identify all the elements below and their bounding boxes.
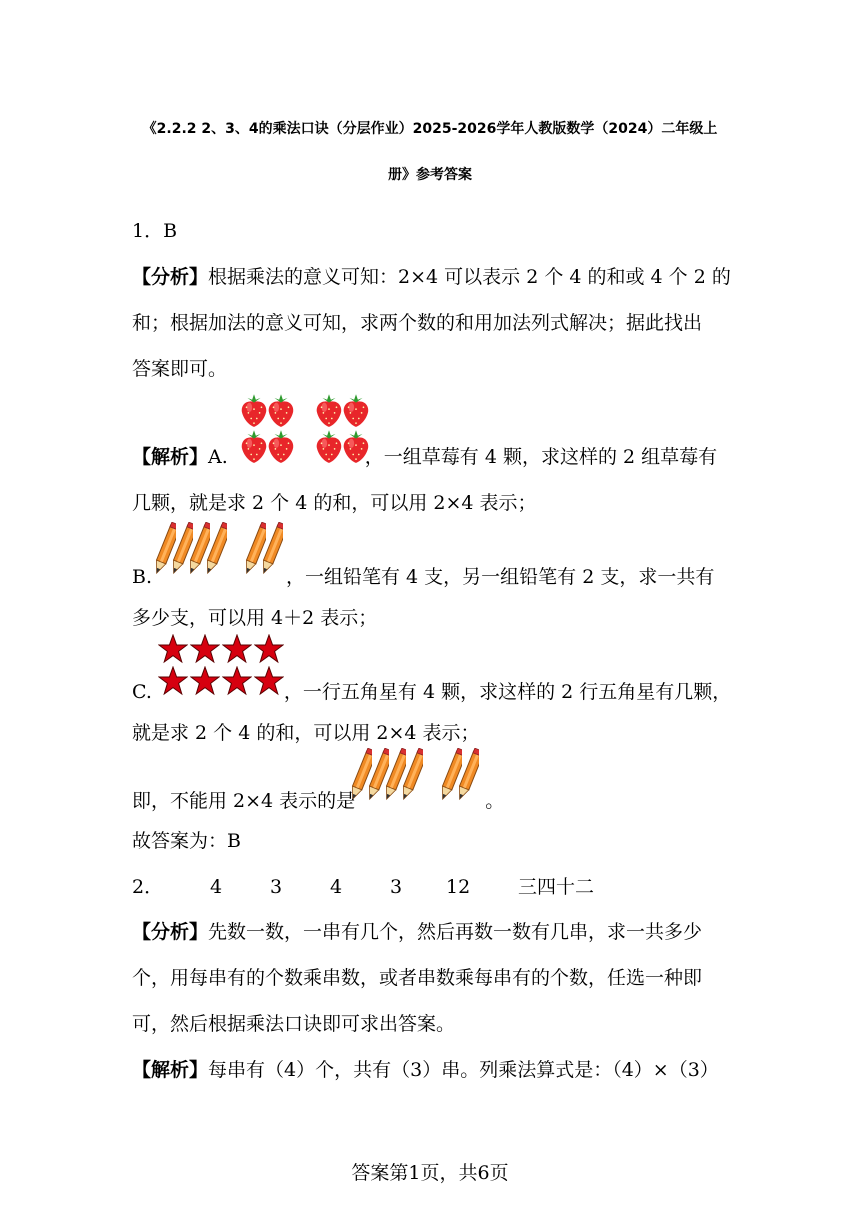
q1-option-c-line-2: 就是求 2 个 4 的和，可以用 2×4 表示； bbox=[132, 722, 480, 744]
q1-final-answer: 故答案为：B bbox=[132, 830, 241, 852]
q2-answer-6: 三四十二 bbox=[518, 876, 595, 898]
analysis-tag: 【分析】 bbox=[132, 921, 209, 943]
q2-answer-4: 3 bbox=[390, 876, 403, 898]
q1-analysis-line-2: 和；根据加法的意义可知，求两个数的和用加法列式解决；据此找出 bbox=[132, 312, 703, 334]
q2-answer-1: 4 bbox=[210, 876, 223, 898]
option-c-label: C. bbox=[132, 681, 152, 703]
q1-analysis-line-3: 答案即可。 bbox=[132, 358, 228, 380]
q2-analysis-line-3: 可，然后根据乘法口诀即可求出答案。 bbox=[132, 1013, 456, 1035]
q1-option-b-line bbox=[132, 562, 714, 589]
page-footer: 答案第1页，共6页 bbox=[351, 1162, 509, 1184]
q1-option-a-line bbox=[132, 442, 717, 469]
q2-solution-line bbox=[132, 1055, 719, 1082]
q2-analysis-line-1 bbox=[132, 917, 702, 944]
q1-option-a-line-2: 几颗，就是求 2 个 4 的和，可以用 2×4 表示； bbox=[132, 492, 537, 514]
option-a-label: A. bbox=[208, 446, 228, 468]
option-a-text: ，一组草莓有 4 颗，求这样的 2 组草莓有 bbox=[364, 446, 718, 468]
analysis-text: 根据乘法的意义可知：2×4 可以表示 2 个 4 的和或 4 个 2 的 bbox=[208, 266, 731, 288]
q2-answer-3: 4 bbox=[330, 876, 343, 898]
solution-tag: 【解析】 bbox=[132, 446, 209, 468]
q1-option-b-line-2: 多少支，可以用 4＋2 表示； bbox=[132, 607, 378, 629]
title-line-1: 《2.2.2 2、3、4的乘法口诀（分层作业）2025-2026学年人教版数学（2024）二年级上 bbox=[142, 121, 718, 137]
analysis-text: 先数一数，一串有几个，然后再数一数有几串，求一共多少 bbox=[208, 921, 703, 943]
option-b-text: ，一组铅笔有 4 支，另一组铅笔有 2 支，求一共有 bbox=[286, 566, 715, 588]
q1-option-c-line bbox=[132, 677, 731, 704]
conclusion-period: 。 bbox=[485, 790, 505, 812]
option-b-label: B. bbox=[132, 566, 153, 588]
q2-analysis-line-2: 个，用每串有的个数乘串数，或者串数乘每串有的个数，任选一种即 bbox=[132, 967, 703, 989]
solution-text: 每串有（4）个，共有（3）串。列乘法算式是：（4）×（3） bbox=[208, 1059, 719, 1081]
option-c-text: ，一行五角星有 4 颗，求这样的 2 行五角星有几颗， bbox=[283, 681, 732, 703]
page-title bbox=[60, 106, 800, 198]
q2-answer-line bbox=[132, 872, 594, 899]
conclusion-text: 即，不能用 2×4 表示的是 bbox=[132, 790, 356, 812]
q2-answer-5: 12 bbox=[446, 876, 471, 898]
title-line-2: 册》参考答案 bbox=[388, 167, 472, 183]
q1-number: 1．B bbox=[132, 220, 178, 242]
q2-answer-2: 3 bbox=[270, 876, 283, 898]
q1-conclusion-line bbox=[132, 786, 504, 813]
q2-number: 2． bbox=[132, 876, 164, 898]
solution-tag: 【解析】 bbox=[132, 1059, 209, 1081]
q1-analysis-line-1 bbox=[132, 262, 731, 289]
analysis-tag: 【分析】 bbox=[132, 266, 209, 288]
